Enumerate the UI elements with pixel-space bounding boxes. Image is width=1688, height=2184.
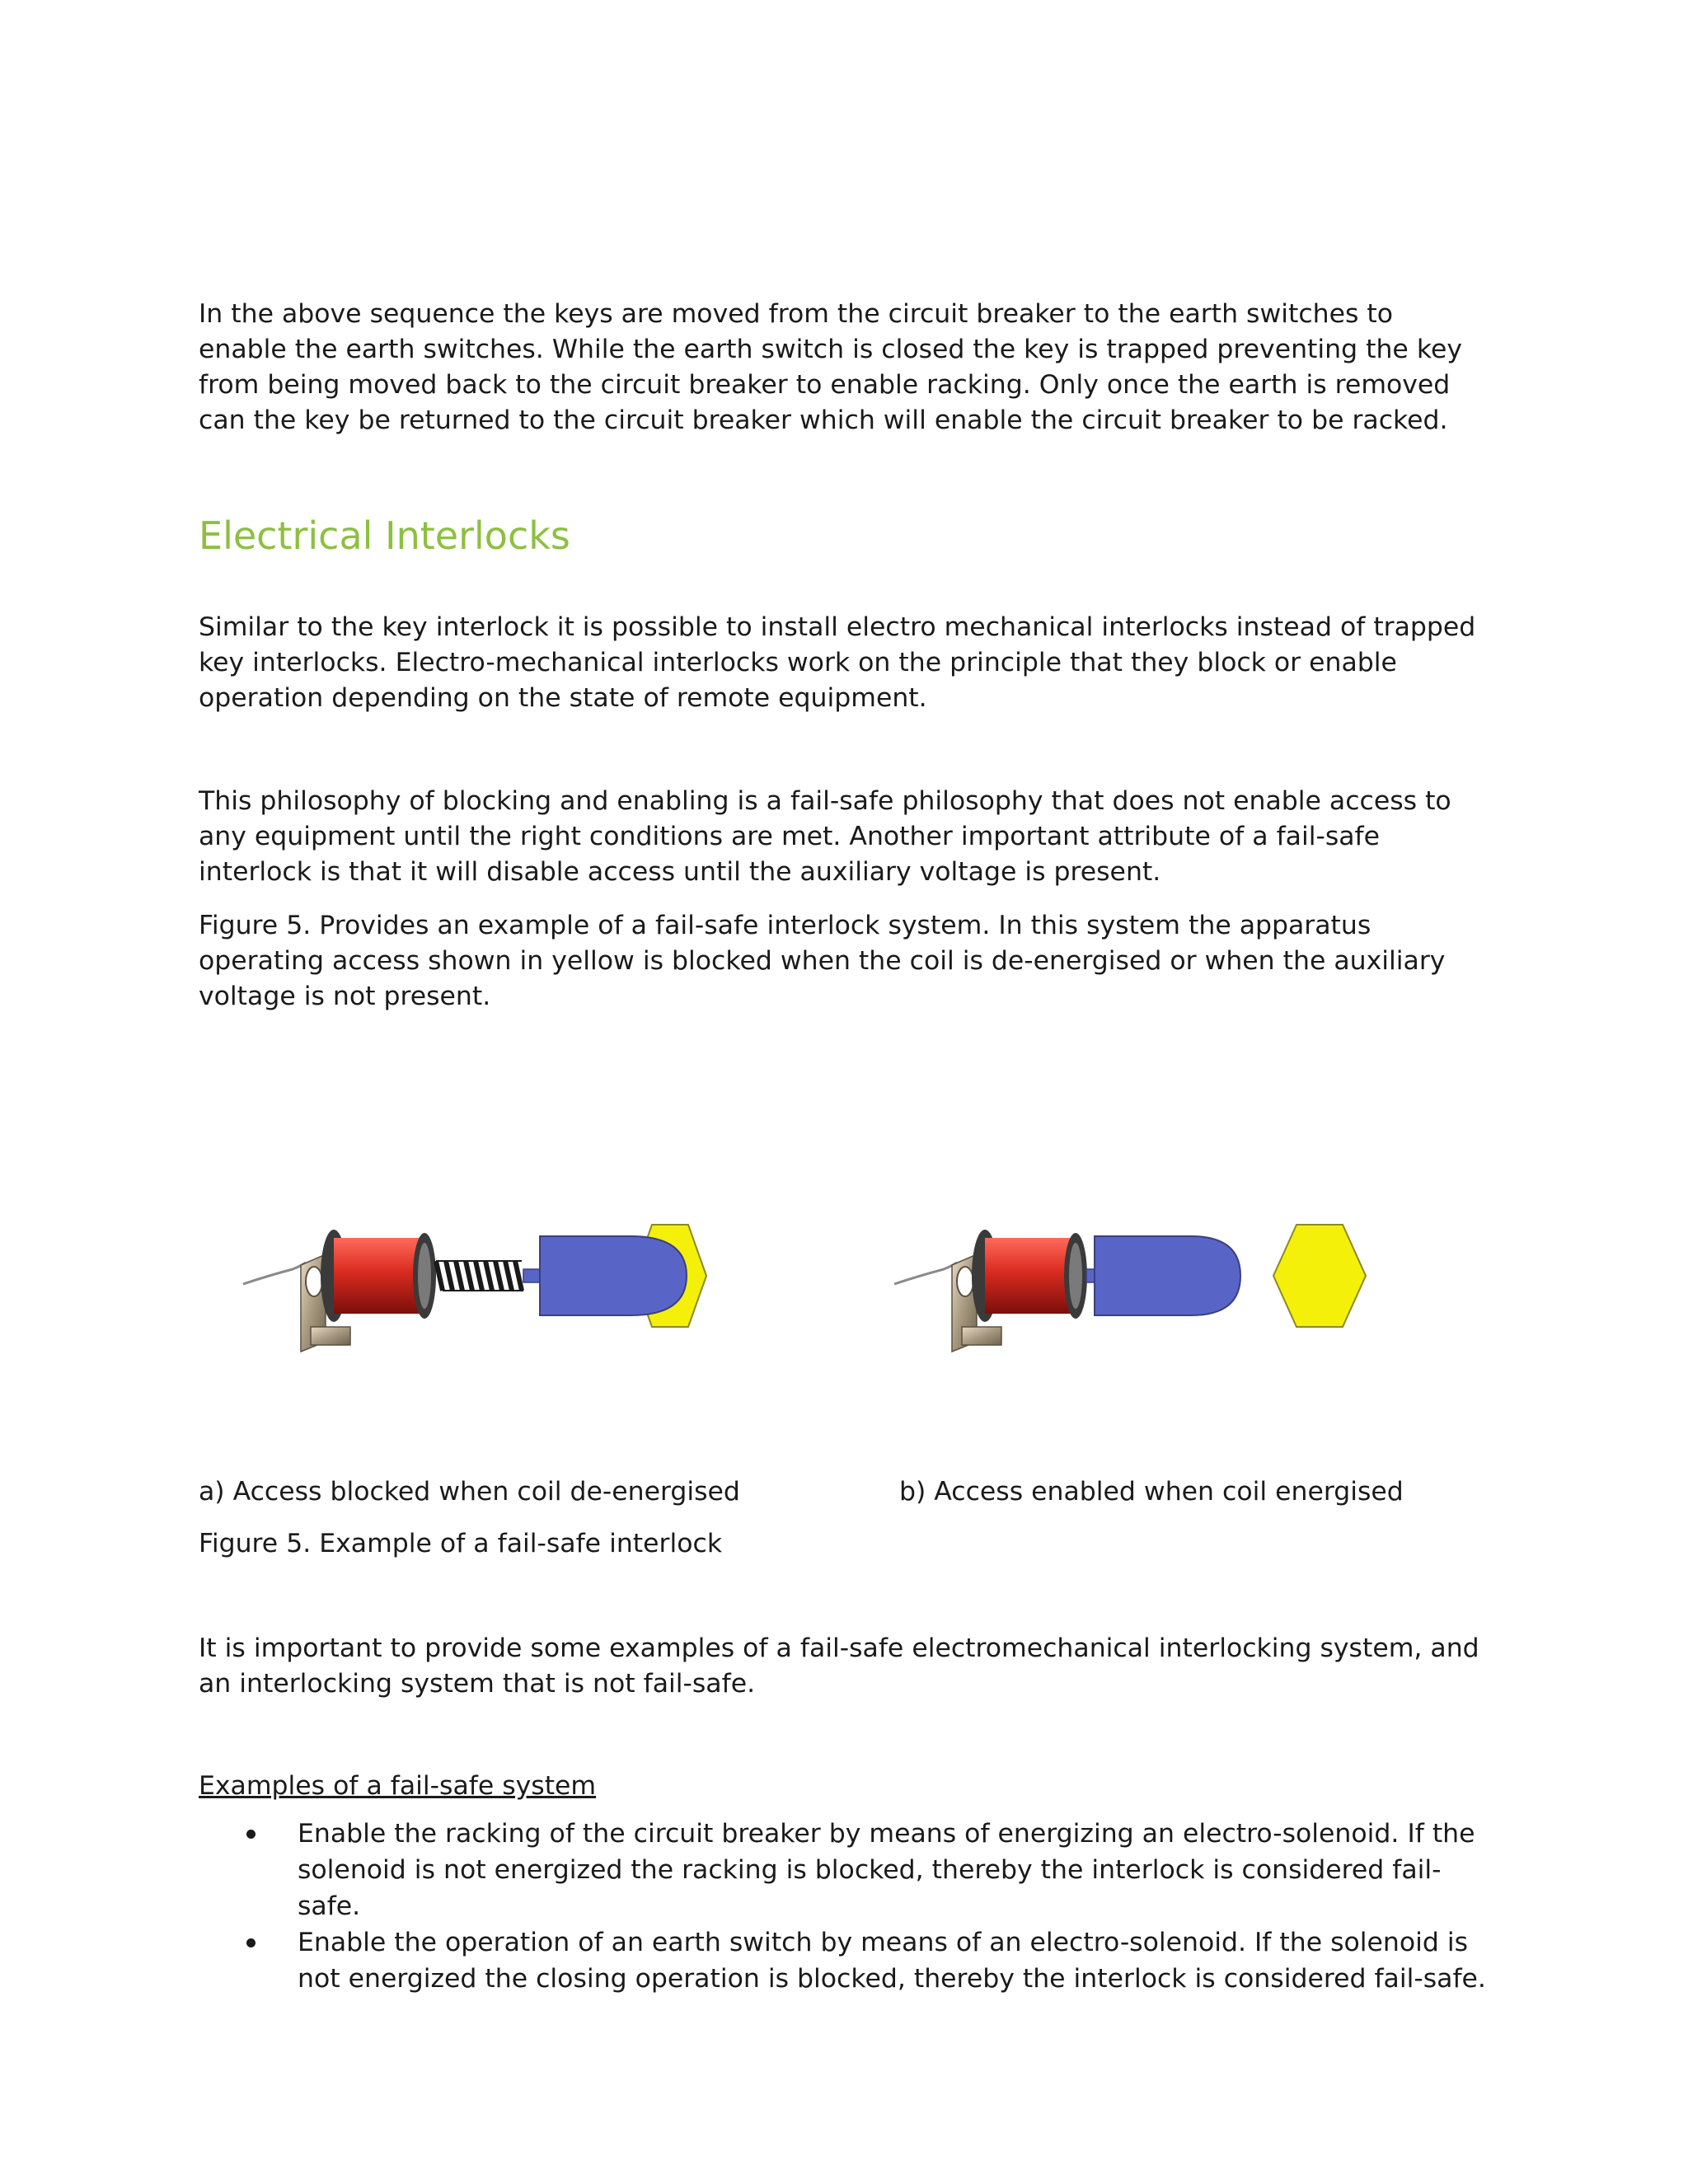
plunger-rod xyxy=(1086,1269,1095,1282)
coil-core xyxy=(1069,1243,1082,1309)
paragraph-examples-intro: It is important to provide some examples of a fail-safe electromechanical interlocking system, and an interlocking system that is not fail-safe. xyxy=(199,1633,1479,1699)
figure-title: Figure 5. Example of a fail-safe interlock xyxy=(199,1529,723,1558)
access-hexagon xyxy=(1273,1225,1366,1327)
bullet-icon xyxy=(246,1938,256,1947)
plunger-head xyxy=(1095,1236,1240,1315)
plunger-rod xyxy=(523,1269,540,1282)
paragraph-figure-intro: Figure 5. Provides an example of a fail-safe interlock system. In this system the apparatus operating access shown in yellow is blocked when the coil is de-energised or when the auxiliary voltage is not present. xyxy=(199,911,1446,1011)
list-item xyxy=(199,1924,1493,1997)
lead-wire xyxy=(243,1263,306,1284)
figure-a-access-blocked xyxy=(235,1187,762,1376)
coil-core xyxy=(418,1243,431,1309)
figure-b-access-enabled xyxy=(886,1187,1414,1376)
mount-hole xyxy=(306,1267,322,1296)
mount-hole xyxy=(957,1267,973,1296)
list-item-text: Enable the operation of an earth switch by means of an electro-solenoid. If the solenoid is not energized the closing operation is blocked, thereby the interlock is considered fail-safe. xyxy=(298,1928,1486,1994)
paragraph-electro-mechanical: Similar to the key interlock it is possible to install electro mechanical interlocks instead of trapped key interlocks. Electro-mechanical interlocks work on the principle that they block or enable operation depending on the state of remote equipment. xyxy=(199,612,1476,713)
paragraph-fail-safe-philosophy: This philosophy of blocking and enabling is a fail-safe philosophy that does not enable access to any equipment until the right conditions are met. Another important attribute of a fail-safe interlock is that it will disable access until the auxiliary voltage is present. xyxy=(199,786,1451,887)
lead-wire xyxy=(894,1263,957,1284)
coil-winding xyxy=(334,1238,424,1314)
intro-paragraph: In the above sequence the keys are moved from the circuit breaker to the earth switches to enable the earth switches. While the earth switch is closed the key is trapped preventing the key from being moved back to the circuit breaker to enable racking. Only once the earth is removed can the key be returned to the circuit breaker which will enable the circuit breaker to be racked. xyxy=(199,299,1462,435)
coil-winding xyxy=(985,1238,1076,1314)
mount-foot xyxy=(962,1327,1001,1345)
spring xyxy=(436,1261,523,1291)
mount-foot xyxy=(311,1327,350,1345)
plunger-head xyxy=(540,1236,687,1315)
examples-list xyxy=(199,1816,1493,1997)
section-heading: Electrical Interlocks xyxy=(199,513,570,558)
figure-caption-b: b) Access enabled when coil energised xyxy=(899,1477,1404,1507)
solenoid-blocked-illustration xyxy=(235,1187,762,1376)
solenoid-enabled-illustration xyxy=(886,1187,1414,1376)
list-item-text: Enable the racking of the circuit breaker by means of energizing an electro-solenoid. If the solenoid is not energized the racking is blocked, thereby the interlock is considered fail-safe. xyxy=(298,1819,1475,1921)
list-item xyxy=(199,1816,1493,1924)
figure-caption-a: a) Access blocked when coil de-energised xyxy=(199,1477,740,1507)
bullet-icon xyxy=(246,1830,256,1839)
examples-subheading: Examples of a fail-safe system xyxy=(199,1771,597,1801)
